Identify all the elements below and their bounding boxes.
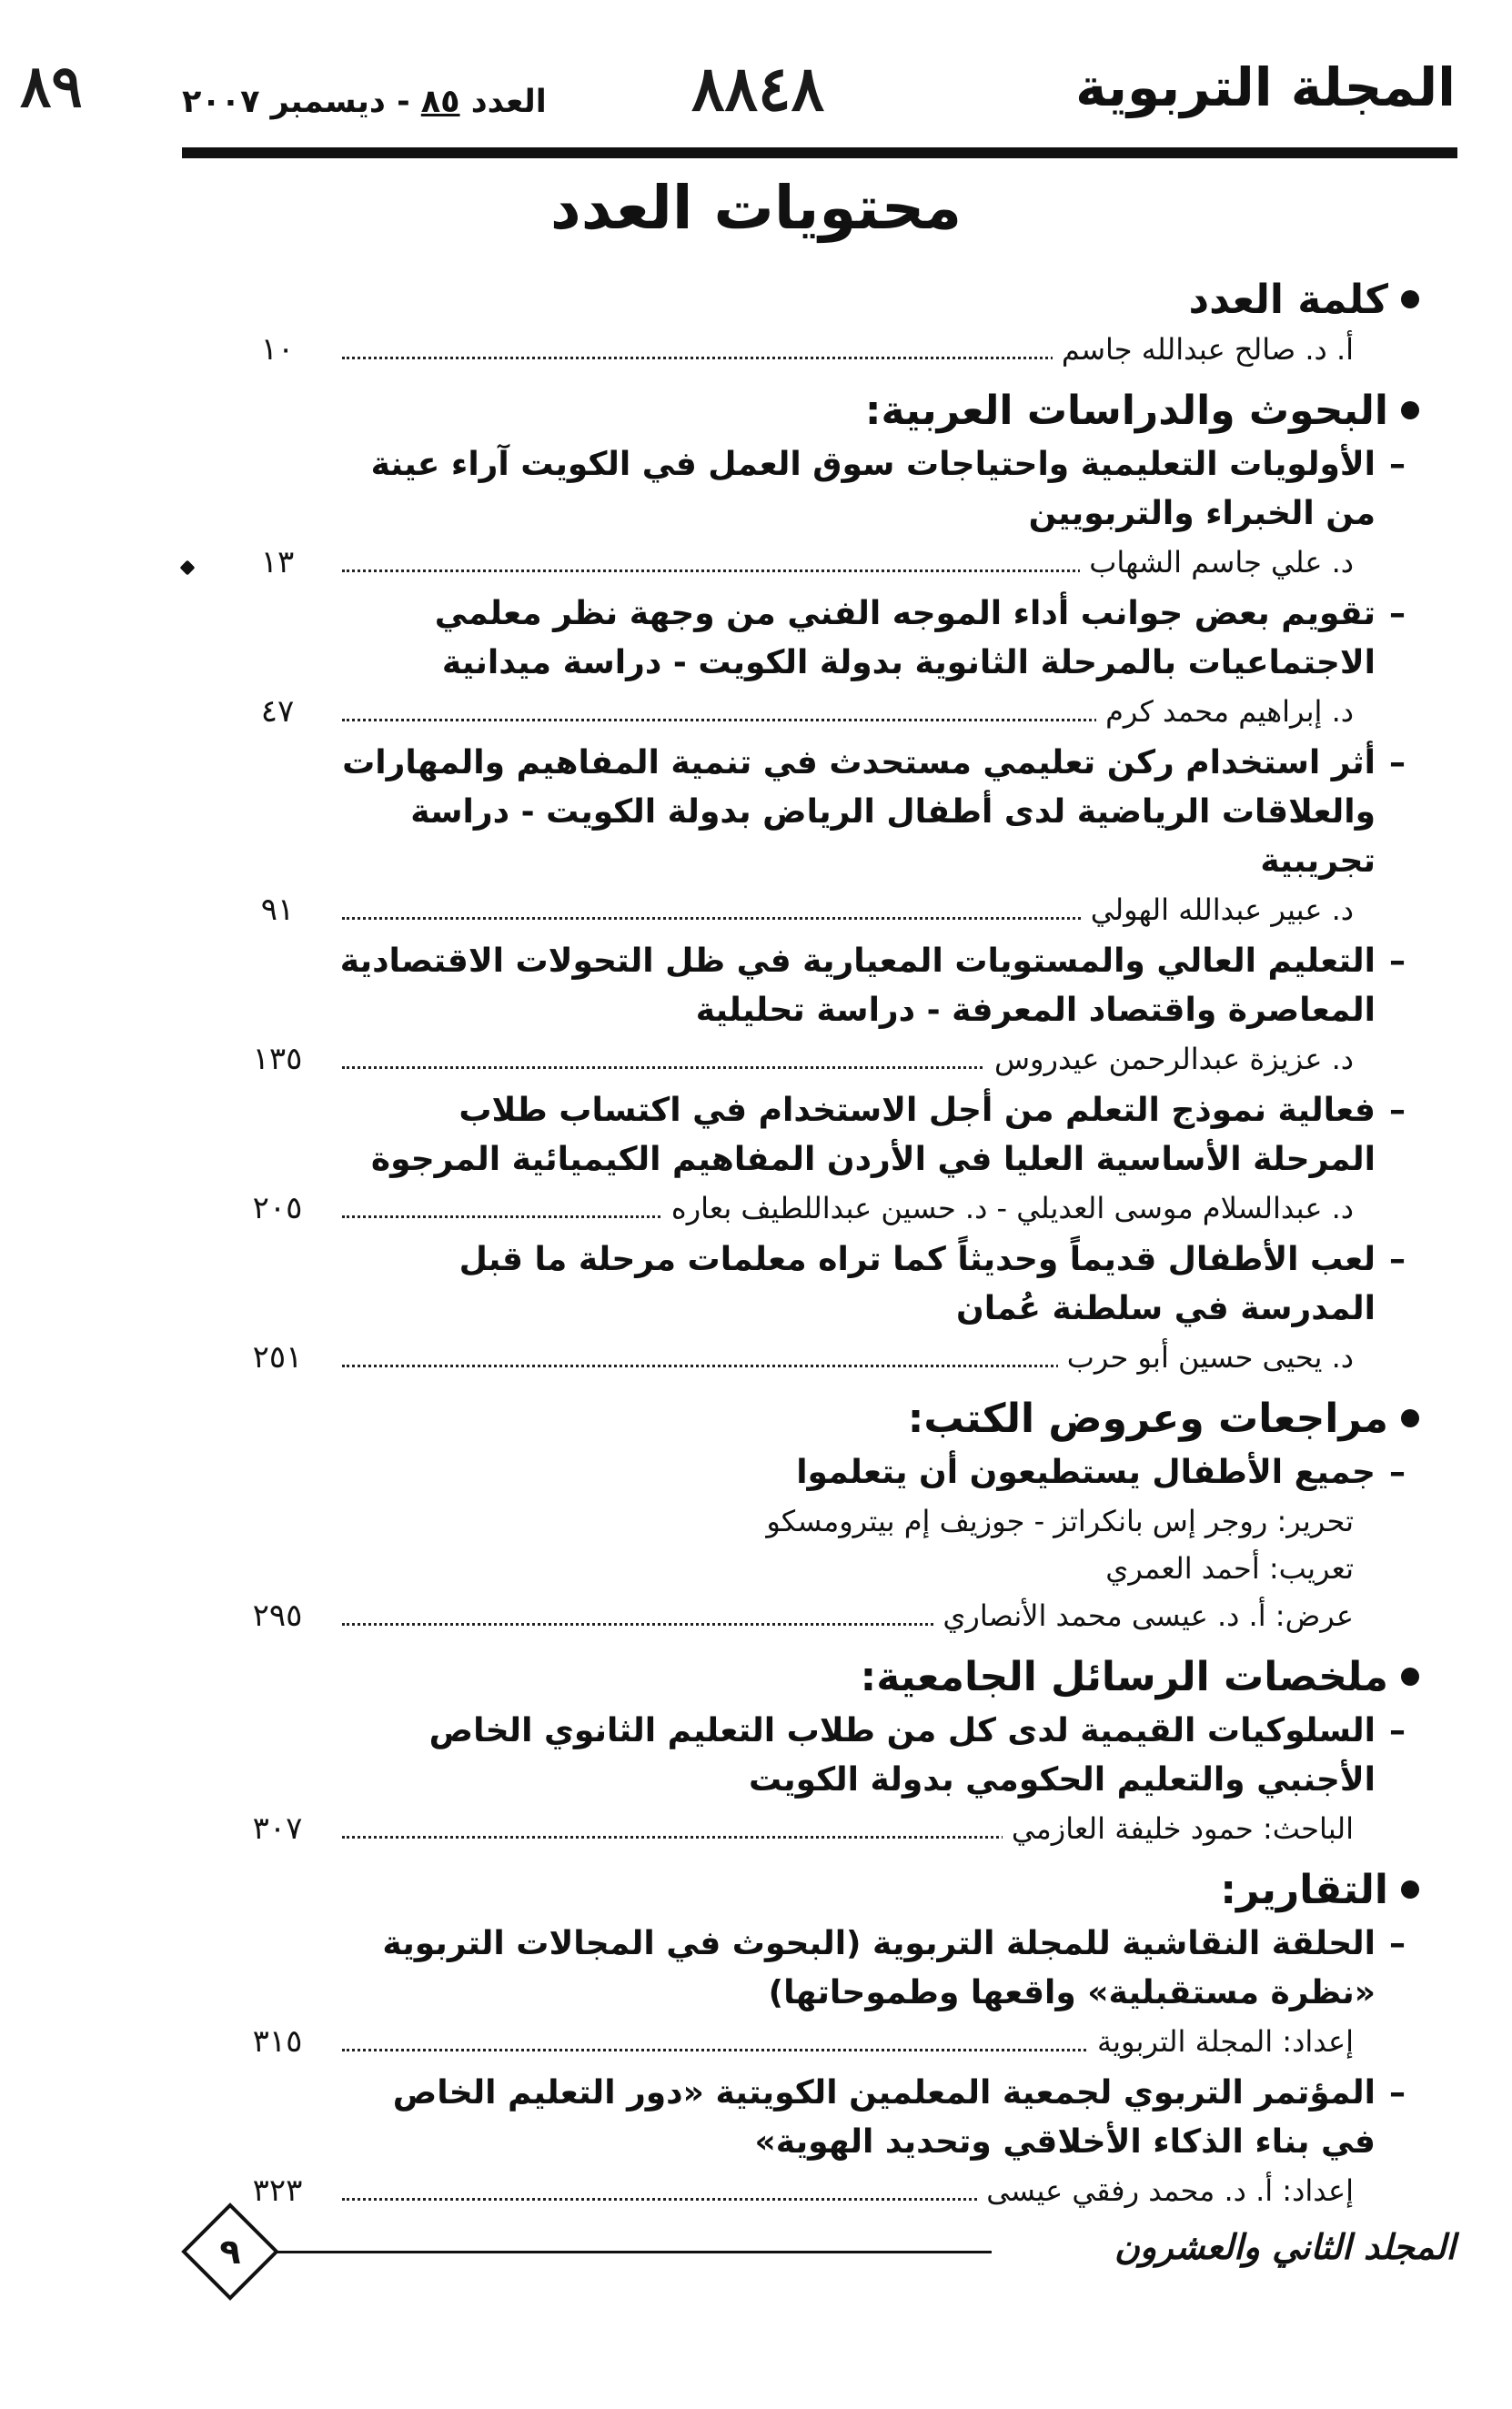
- entry-page-number: ١٣٥: [252, 1041, 303, 1077]
- toc-entry-title: – المؤتمر التربوي لجمعية المعلمين الكويتية «دور التعليم الخاص في بناء الذكاء الأخلاقي وتحديد الهوية»: [392, 2074, 1406, 2161]
- entry-author: د. يحيى حسين أبو حرب: [1058, 1334, 1354, 1381]
- entry-page-number: ٣٠٧: [252, 1810, 303, 1847]
- toc-entry-title: – أثر استخدام ركن تعليمي مستحدث في تنمية المفاهيم والمهارات والعلاقات الرياضية لدى أطفال الرياض بدولة الكويت - دراسة تجريبية: [342, 744, 1406, 880]
- toc-entry-title: – فعالية نموذج التعلم من أجل الاستخدام في اكتساب طلاب المرحلة الأساسية العليا في الأردن المفاهيم الكيميائية المرجوة: [370, 1092, 1406, 1178]
- entry-author: إعداد: أ. د. محمد رفقي عيسى: [977, 2167, 1354, 2214]
- toc-entry-title: – الحلقة النقاشية للمجلة التربوية (البحوث في المجالات التربوية «نظرة مستقبلية» واقعها وطموحاتها): [382, 1925, 1406, 2011]
- header-rule: [182, 147, 1457, 158]
- entry-author: الباحث: حمود خليفة العازمي: [1003, 1805, 1354, 1852]
- toc-entry: [260, 688, 1419, 735]
- toc-entry: [252, 2018, 1419, 2065]
- toc-entry-title: – السلوكيات القيمية لدى كل من طلاب التعليم الثانوي الخاص الأجنبي والتعليم الحكومي بدولة الكويت: [428, 1712, 1406, 1799]
- toc-entry: [260, 539, 1419, 586]
- entry-author: د. إبراهيم محمد كرم: [1096, 688, 1354, 735]
- page-title: محتويات العدد: [549, 173, 963, 243]
- entry-author: د. عبدالسلام موسى العديلي - د. حسين عبداللطيف بعاره: [662, 1184, 1354, 1232]
- toc-entry-title: – تقويم بعض جوانب أداء الموجه الفني من وجهة نظر معلمي الاجتماعيات بالمرحلة الثانوية بدولة الكويت - دراسة ميدانية: [434, 595, 1406, 681]
- toc-entry: [252, 2167, 1419, 2214]
- footer-rule: [264, 2251, 992, 2253]
- entry-author: د. علي جاسم الشهاب: [1080, 539, 1354, 586]
- entry-page-number: ١٠: [260, 331, 295, 368]
- toc-entry-title: – جميع الأطفال يستطيعون أن يتعلموا: [796, 1454, 1406, 1491]
- entry-page-number: ٣٢٣: [252, 2172, 303, 2209]
- entry-author: عرض: أ. د. عيسى محمد الأنصاري: [933, 1592, 1354, 1639]
- entry-page-number: ٢٥١: [252, 1339, 303, 1376]
- issue-label: العدد: [470, 84, 547, 120]
- handwritten-annotation: ٨٨٤٨: [691, 53, 825, 126]
- bullet-icon: [1401, 1409, 1419, 1427]
- toc-entry-title: – التعليم العالي والمستويات المعيارية في ظل التحولات الاقتصادية المعاصرة واقتصاد المعرفة - دراسة تحليلية: [339, 942, 1406, 1029]
- issue-date: - ديسمبر ٢٠٠٧: [182, 84, 410, 120]
- section-heading-book-reviews: مراجعات وعروض الكتب:: [328, 1392, 1419, 1445]
- handwritten-page-number: ٨٩: [20, 53, 83, 121]
- entry-author: أ. د. صالح عبدالله جاسم: [1053, 326, 1354, 373]
- toc-entry: [260, 886, 1419, 933]
- footer-volume: المجلد الثاني والعشرون: [1114, 2227, 1456, 2267]
- entry-page-number: ٣١٥: [252, 2023, 303, 2060]
- page-number-badge: [180, 2202, 280, 2302]
- issue-info: [182, 84, 547, 120]
- journal-name-logo: المجلة التربوية: [1075, 56, 1456, 118]
- toc-entry-title: – لعب الأطفال قديماً وحديثاً كما تراه معلمات مرحلة ما قبل المدرسة في سلطنة عُمان: [459, 1241, 1406, 1327]
- entry-page-number: ١٣: [260, 544, 295, 580]
- entry-author: د. عبير عبدالله الهولي: [1082, 886, 1354, 933]
- issue-number: ٨٥: [420, 84, 460, 120]
- toc-entry: [252, 1805, 1419, 1852]
- stray-mark: [180, 560, 196, 576]
- toc-entry: [252, 1184, 1419, 1232]
- toc-entry: [252, 1334, 1419, 1381]
- section-heading-arab-studies: البحوث والدراسات العربية:: [328, 384, 1419, 437]
- entry-editors: تحرير: روجر إس بانكراتز - جوزيف إم بيترومسكو: [766, 1504, 1354, 1538]
- toc-entry: [252, 1592, 1419, 1639]
- bullet-icon: [1401, 1668, 1419, 1686]
- toc-entry: [260, 326, 1419, 373]
- entry-page-number: ٢٩٥: [252, 1598, 303, 1634]
- entry-author: إعداد: المجلة التربوية: [1088, 2018, 1354, 2065]
- section-heading-reports: التقارير:: [328, 1863, 1419, 1916]
- toc-entry: [252, 1035, 1419, 1083]
- section-heading-editorial: كلمة العدد: [328, 273, 1419, 326]
- bullet-icon: [1401, 290, 1419, 308]
- entry-author: د. عزيزة عبدالرحمن عيدروس: [985, 1035, 1354, 1083]
- table-of-contents: [252, 273, 1419, 2214]
- bullet-icon: [1401, 1880, 1419, 1899]
- page-number: ٩: [219, 2232, 241, 2272]
- entry-page-number: ٢٠٥: [252, 1190, 303, 1226]
- entry-page-number: ٤٧: [260, 693, 295, 730]
- entry-page-number: ٩١: [260, 892, 295, 928]
- toc-entry-title: – الأولويات التعليمية واحتياجات سوق العمل في الكويت آراء عينة من الخبراء والتربويين: [370, 446, 1406, 532]
- section-heading-thesis-abstracts: ملخصات الرسائل الجامعية:: [328, 1650, 1419, 1703]
- entry-translator: تعريب: أحمد العمري: [1105, 1551, 1354, 1586]
- bullet-icon: [1401, 401, 1419, 419]
